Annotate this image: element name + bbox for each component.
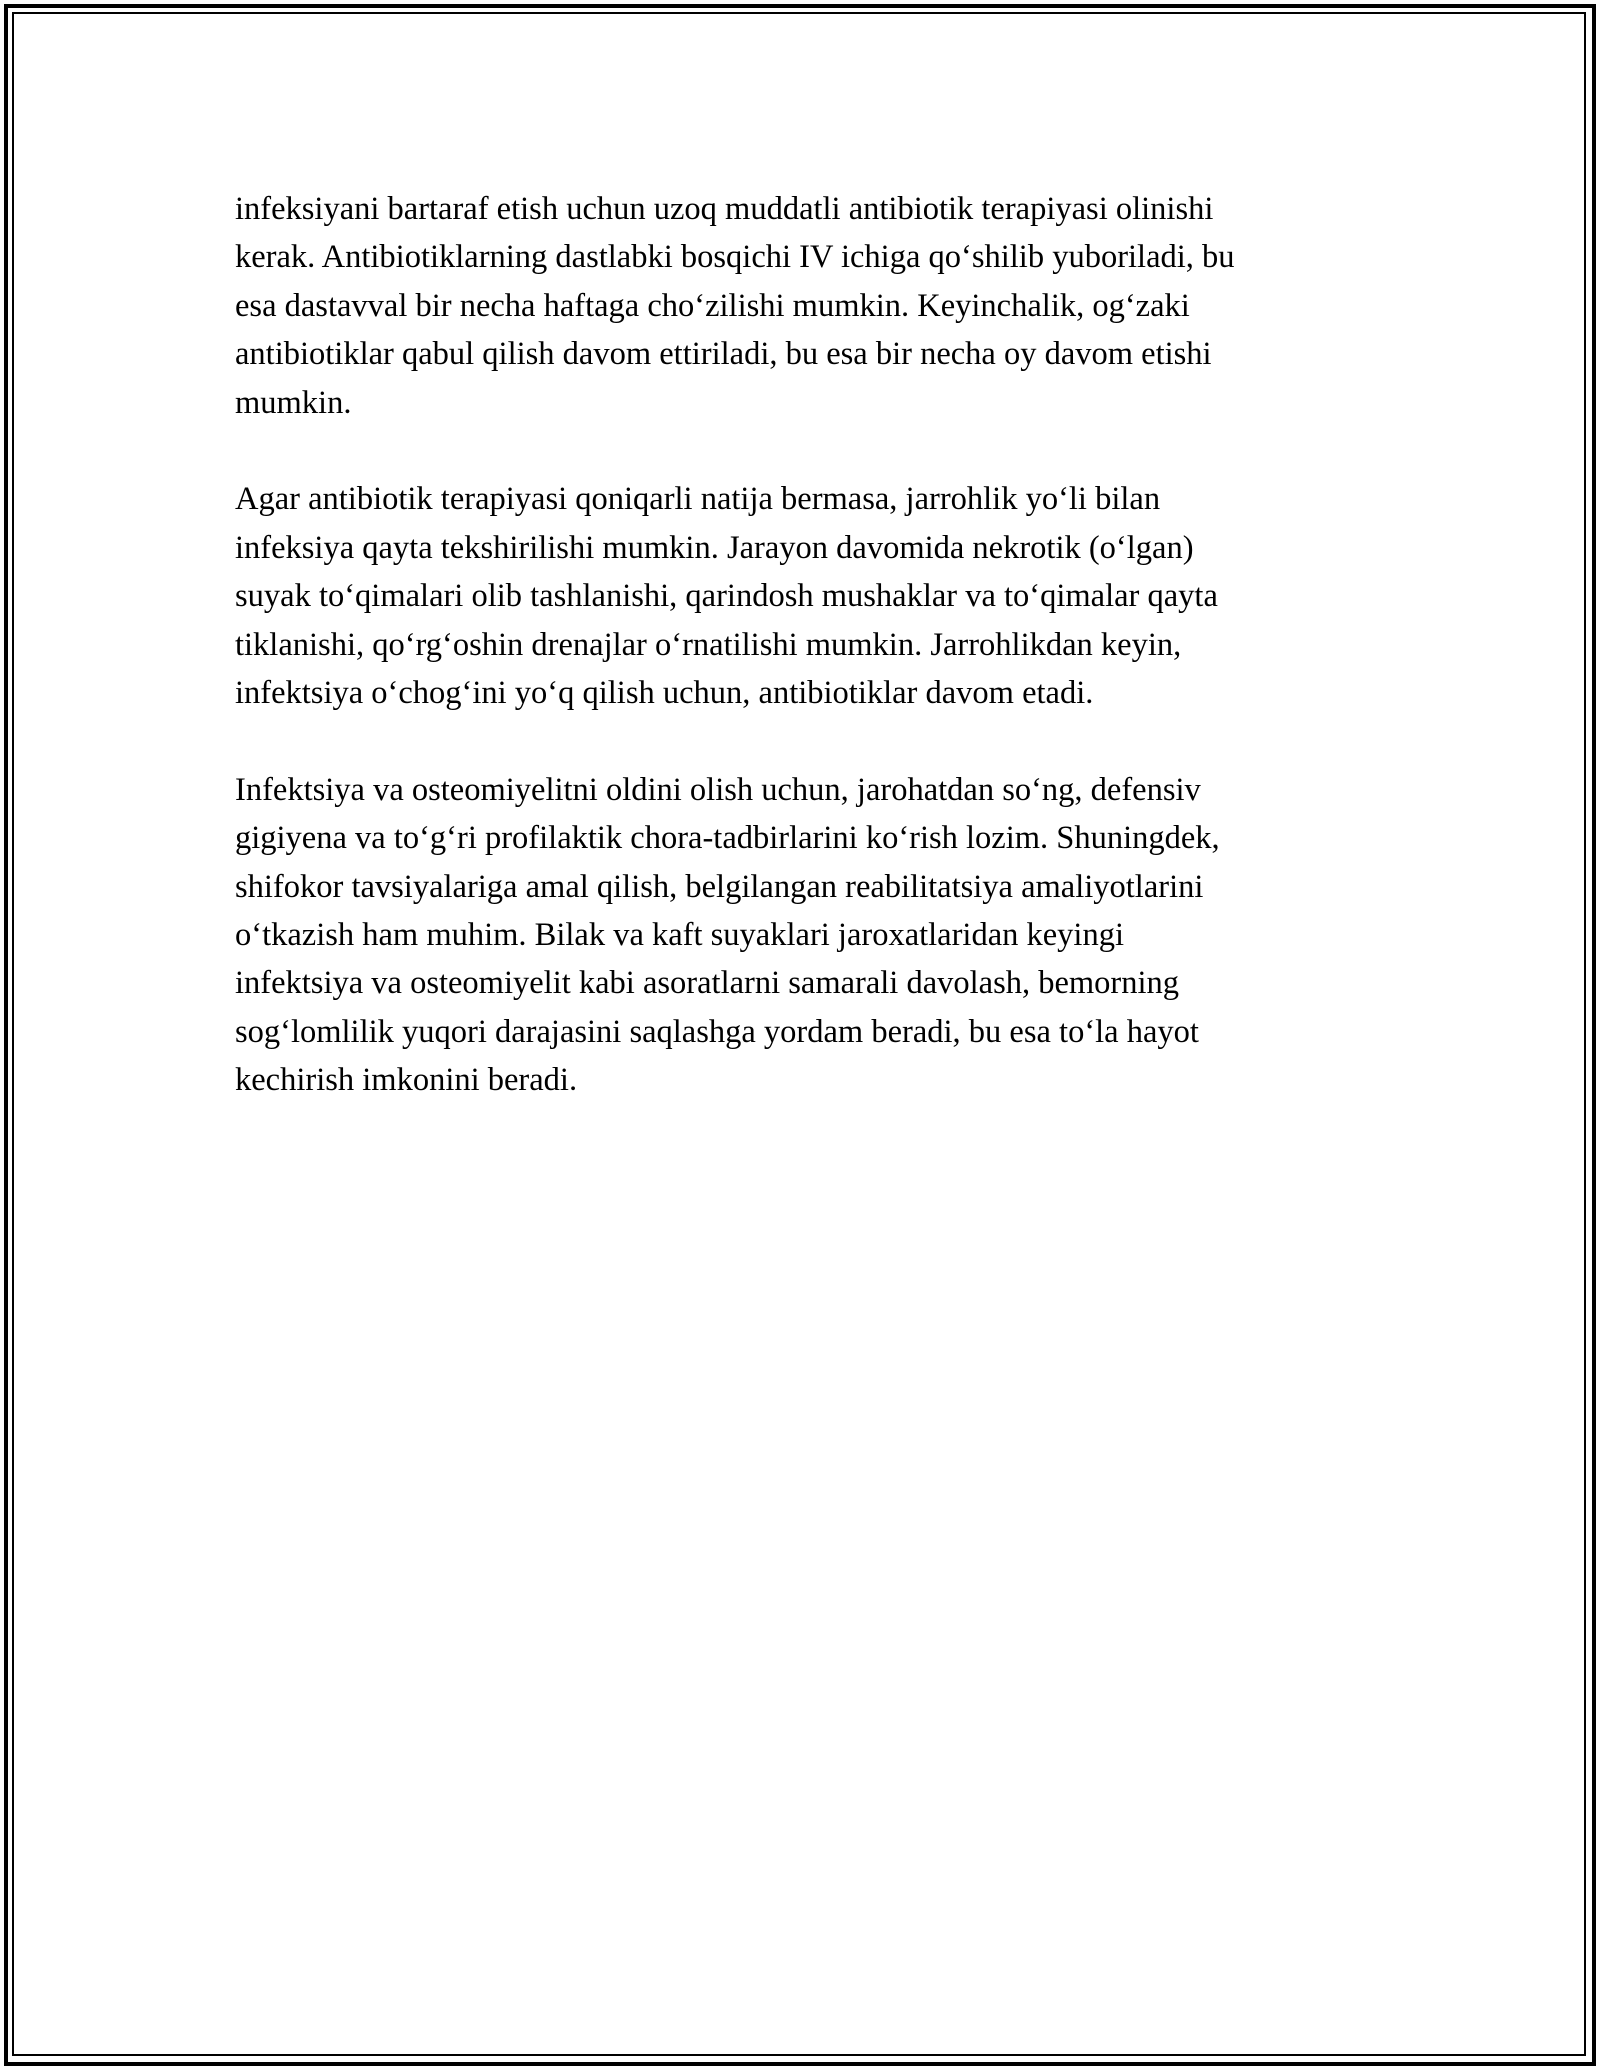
text-line: kechirish imkonini beradi. bbox=[235, 1062, 578, 1099]
paragraph-1 bbox=[235, 185, 1375, 427]
text-line: suyak to‘qimalari olib tashlanishi, qarindosh mushaklar va to‘qimalar qayta bbox=[235, 578, 1218, 615]
text-line: Agar antibiotik terapiyasi qoniqarli natija bermasa, jarrohlik yo‘li bilan bbox=[235, 481, 1161, 518]
text-line: shifokor tavsiyalariga amal qilish, belgilangan reabilitatsiya amaliyotlarini bbox=[235, 868, 1204, 905]
paragraph-2 bbox=[235, 475, 1375, 717]
paragraph-3 bbox=[235, 766, 1375, 1105]
text-line: infektsiya o‘chog‘ini yo‘q qilish uchun, antibiotiklar davom etadi. bbox=[235, 675, 1094, 712]
text-line: Infektsiya va osteomiyelitni oldini olish uchun, jarohatdan so‘ng, defensiv bbox=[235, 771, 1201, 808]
text-line: infeksiyani bartaraf etish uchun uzoq muddatli antibiotik terapiyasi olinishi bbox=[235, 191, 1214, 227]
text-line: esa dastavval bir necha haftaga cho‘zilishi mumkin. Keyinchalik, og‘zaki bbox=[235, 287, 1190, 324]
document-body bbox=[235, 185, 1375, 1153]
text-line: mumkin. bbox=[235, 384, 352, 421]
text-line: kerak. Antibiotiklarning dastlabki bosqichi IV ichiga qo‘shilib yuboriladi, bu bbox=[235, 239, 1235, 276]
text-line: infeksiya qayta tekshirilishi mumkin. Jarayon davomida nekrotik (o‘lgan) bbox=[235, 529, 1194, 566]
text-line: gigiyena va to‘g‘ri profilaktik chora-tadbirlarini ko‘rish lozim. Shuningdek, bbox=[235, 820, 1220, 857]
text-line: o‘tkazish ham muhim. Bilak va kaft suyaklari jaroxatlaridan keyingi bbox=[235, 917, 1124, 954]
text-line: sog‘lomlilik yuqori darajasini saqlashga yordam beradi, bu esa to‘la hayot bbox=[235, 1013, 1199, 1050]
text-line: infektsiya va osteomiyelit kabi asoratlarni samarali davolash, bemorning bbox=[235, 965, 1180, 1002]
text-line: antibiotiklar qabul qilish davom ettiriladi, bu esa bir necha oy davom etishi bbox=[235, 336, 1212, 373]
text-line: tiklanishi, qo‘rg‘oshin drenajlar o‘rnatilishi mumkin. Jarrohlikdan keyin, bbox=[235, 626, 1182, 663]
